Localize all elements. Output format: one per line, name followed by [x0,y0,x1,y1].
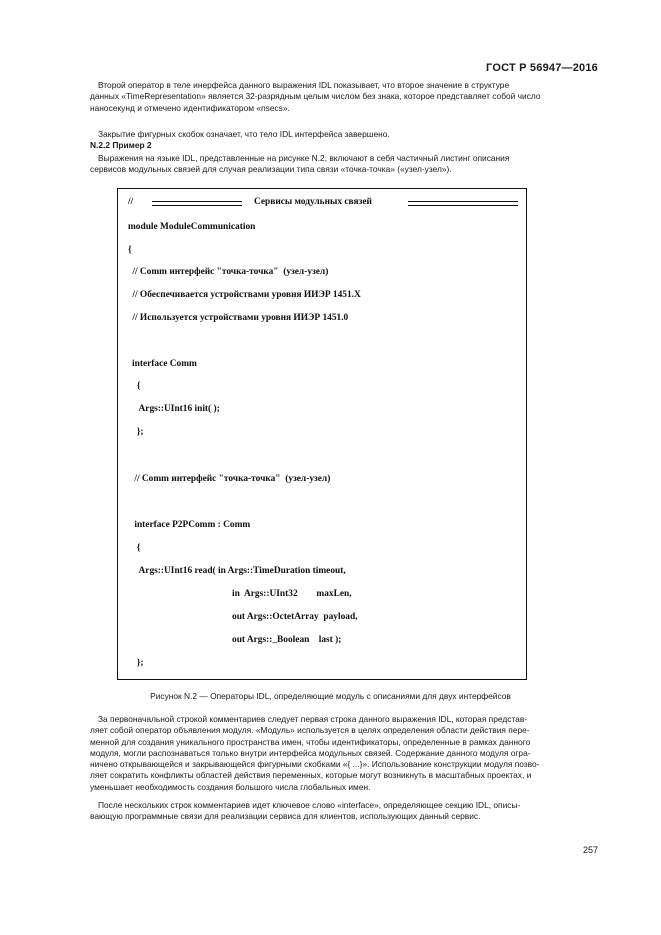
code-listing-figure [117,188,527,680]
code-title: Сервисы модульных связей [254,197,372,207]
code-line: }; [132,658,144,668]
body-paragraph-5 [90,800,598,823]
code-title-prefix: // [128,197,134,207]
text-line: ляет сократить конфликты областей действия переменных, которые могут возникнуть в масштабных проектах, и [90,770,532,781]
text-line: модуля, могли распознаваться только внутри интерфейса модульных связей. Содержание данного модуля огра- [90,747,531,758]
code-line: // Обеспечивается устройствами уровня ИИЭР 1451.X [130,290,361,300]
code-line: module ModuleCommunication [128,222,256,232]
code-line: Args::UInt16 init( ); [132,404,220,414]
text-line: данных «TimeRepresentation» является 32-разрядным целым числом без знака, которое представляет собой число [90,91,541,102]
title-rule-right [408,201,518,206]
code-line: out Args::OctetArray payload, [232,612,358,622]
text-line: вающую программные связи для реализации сервиса для клиентов, использующих данный сервис. [90,811,481,822]
code-line: { [132,381,141,391]
title-rule-left [152,201,242,206]
intro-paragraph-3 [90,153,598,176]
code-line: // Comm интерфейс "точка-точка" (узел-узел) [132,474,331,484]
code-line: }; [132,427,144,437]
code-line: Args::UInt16 read( in Args::TimeDuration timeout, [132,566,346,576]
code-line: out Args::_Boolean last ); [232,635,342,645]
code-line: interface P2PComm : Comm [132,520,251,530]
intro-paragraph-2: Закрытие фигурных скобок означает, что тело IDL интерфейса завершено. [98,129,390,139]
code-line: { [132,543,141,553]
text-line: ляет собой оператор объявления модуля. «Модуль» используется в целях определения области действия пере- [90,725,530,736]
text-line: наносекунд и отмечено идентификатором «nsecs». [90,102,290,113]
text-line: ничено открывающейся и закрывающейся фигурными скобками «{ ...}». Использование конструкции модуля позво- [90,759,540,770]
text-line: За первоначальной строкой комментариев следует первая строка данного выражения IDL, которая представ- [98,714,528,724]
text-line: уменьшает необходимость создания большого числа глобальных имен. [90,781,371,792]
code-line: in Args::UInt32 maxLen, [232,589,352,599]
text-line: Второй оператор в теле инерфейса данного выражения IDL показывает, что второе значение в структуре [98,80,510,90]
code-line: { [128,245,132,255]
figure-caption: Рисунок N.2 — Операторы IDL, определяющие модуль с описаниями для двух интерфейсов [150,691,511,701]
document-id-header: ГОСТ Р 56947—2016 [486,62,598,74]
code-line: interface Comm [132,359,197,369]
body-paragraph-4 [90,714,598,793]
section-subheading: N.2.2 Пример 2 [90,140,152,150]
code-line: // Comm интерфейс "точка-точка" (узел-узел) [130,267,329,277]
text-line: сервисов модульных связей для случая реализации типа связи «точка-точка» («узел-узел»). [90,164,452,175]
text-line: После нескольких строк комментариев идет ключевое слово «interface», определяющее секцию IDL, описы- [98,800,521,810]
code-line: // Используется устройствами уровня ИИЭР 1451.0 [130,313,349,323]
text-line: менной для создания уникального пространства имен, чтобы идентификаторы, определенные в рамках данного [90,736,531,747]
intro-paragraph-1 [90,80,598,114]
page-number: 257 [582,845,598,855]
text-line: Выражения на языке IDL, представленные на рисунке N.2, включают в себя частичный листинг описания [98,153,510,163]
